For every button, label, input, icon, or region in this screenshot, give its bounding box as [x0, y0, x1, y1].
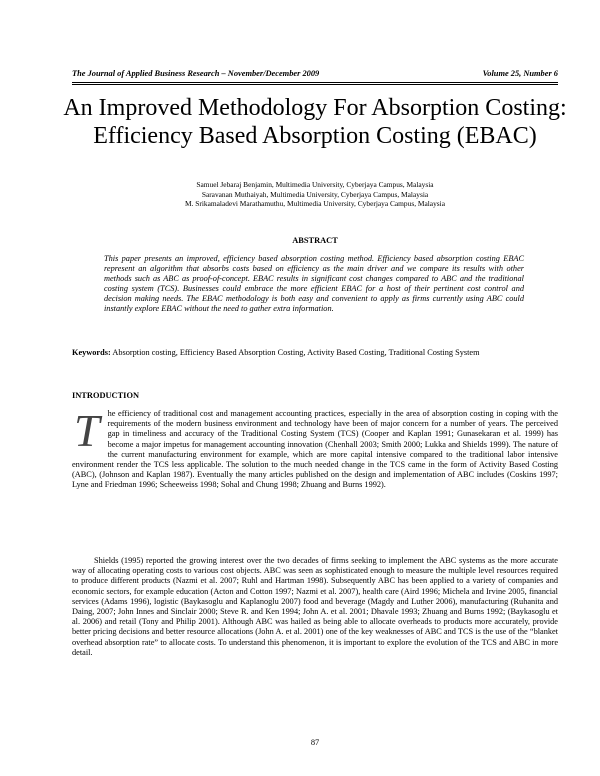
volume-info: Volume 25, Number 6: [482, 69, 558, 78]
header-rule: [72, 82, 558, 83]
author-line: Saravanan Muthaiyah, Multimedia University, Cyberjaya Campus, Malaysia: [201, 189, 429, 199]
keywords-label: Keywords:: [72, 348, 111, 357]
author-line: Samuel Jebaraj Benjamin, Multimedia University, Cyberjaya Campus, Malaysia: [196, 180, 434, 189]
drop-cap: T: [74, 405, 100, 456]
body-paragraph: Shields (1995) reported the growing interest over the two decades of firms seeking to implement the ABC systems as the more accurate way of allocating operating costs to various cost objects. ABC was seen as sophisticated enough to measure the multiple level resources required to produce different products (Nazmi et al. 2007; Ruhl and Hartman 1998). Subsequently ABC has been applied to a variety of companies and economic sectors, for example education (Acton and Cotton 1997; Nazmi et al. 2007), health care (Aird 1996; Michela and Irvine 2005, financial services (Adams 1996), logistic (Baykasoglu and Kaplanoglu 2007) food and beverage (Magdy and Luther 2006), manufacturing (Ruhanita and Daing, 2007; John Innes and Sinclair 2000; Steve R. and Ken 1994; John A. et al. 2001; Dhavale 1993; Zhuang and Burns 1992; (Baykasoglu et al. 2006) and retail (Tony and Philip 2001). Although ABC was hailed as being able to allocate overheads to products more accurately, provide better pricing decisions and better resource allocations (John A. et al. 2001) one of the key weaknesses of ABC and TCS is the use of the “blanket overhead absorption rate” to allocate costs. To understand this phenomenon, it is important to explore the evolution of the TCS and ABC in more detail.: [72, 556, 558, 657]
section-heading: INTRODUCTION: [72, 391, 140, 400]
header-rule-thin: [72, 84, 558, 85]
running-header: [72, 69, 558, 78]
body-paragraph: [72, 405, 558, 491]
paragraph-text: he efficiency of traditional cost and management accounting practices, especially in the area of absorption costing in coping with the requirements of the modern business environment and technology have been of major concern for a number of years. The perceived gap in timeliness and accuracy of the Traditional Costing System (TCS) (Cooper and Kaplan 1991; Gunasekaran et al. 1999) has become a major impetus for management accounting innovation (Chenhall 2003; Smith 2000; Lukka and Shields 1999). The nature of the current manufacturing environment for example, which are more capital intensive compared to the traditional labor intensive environment render the TCS less applicable. The solution to the much needed change in the TCS came in the form of Activity Based Costing (ABC), (Johnson and Kaplan 1987). Eventually the many articles published on the design and implementation of ABC includes (Coskins 1997; Lyne and Friedman 1996; Scheeweiss 1998; Sohal and Chung 1998; Zhuang and Burns 1992).: [72, 409, 558, 490]
abstract-heading: ABSTRACT: [292, 236, 338, 245]
paper-title: An Improved Methodology For Absorption Costing: Efficiency Based Absorption Costing (EBAC): [63, 95, 567, 149]
page-number: 87: [310, 738, 320, 747]
abstract-text: This paper presents an improved, efficiency based absorption costing method. Efficiency based absorption costing EBAC represent an algorithm that absorbs costs based on efficiency as the main driver and we compare its results with other methods such as ABC as proof-of-concept. EBAC results in significant cost changes compared to ABC and the traditional costing system (TCS). Businesses could embrace the more efficient EBAC for a host of their pertinent cost control and decision making needs. The EBAC methodology is both easy and convenient to apply as firms currently using ABC could instantly explore EBAC without the need to gather extra information.: [104, 254, 524, 313]
author-line: M. Srikamaladevi Marathamuthu, Multimedia University, Cyberjaya Campus, Malaysia: [185, 199, 445, 209]
keywords-text: Absorption costing, Efficiency Based Absorption Costing, Activity Based Costing, Traditional Costing System: [110, 348, 480, 357]
keywords: [72, 348, 558, 358]
author-list: [72, 180, 558, 209]
journal-name: The Journal of Applied Business Research – November/December 2009: [72, 69, 320, 78]
